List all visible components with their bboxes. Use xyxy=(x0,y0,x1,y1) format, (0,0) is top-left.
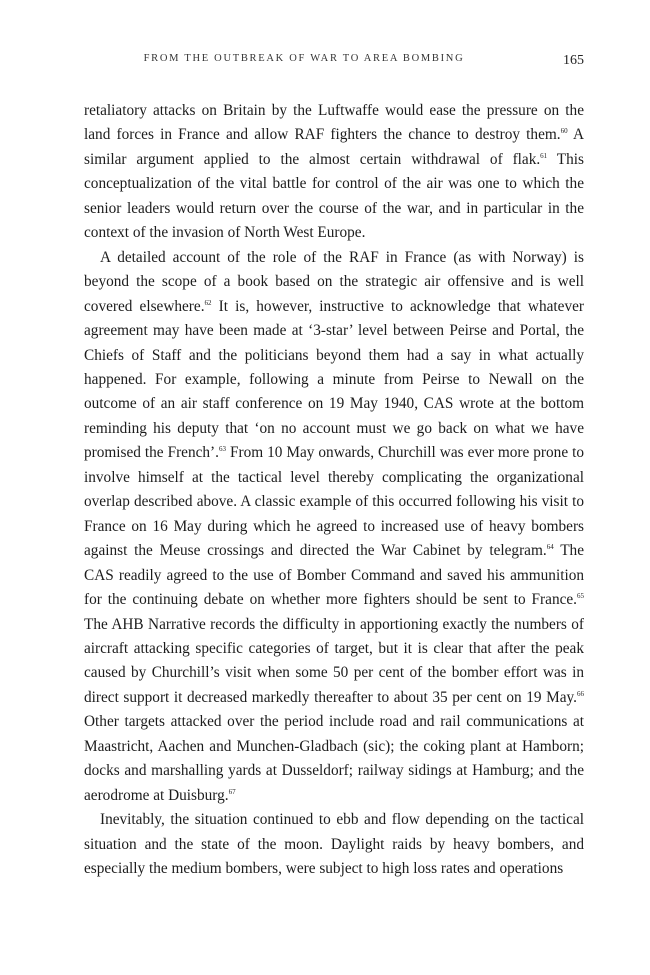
text-segment: The CAS readily agreed to the use of Bomber Command and saved his ammunition for the continuing debate on whether more fighters should be sent to France. xyxy=(84,542,584,609)
page-number: 165 xyxy=(563,53,584,68)
text-segment: retaliatory attacks on Britain by the Luftwaffe would ease the pressure on the land forces in France and allow RAF fighters the chance to destroy them. xyxy=(84,102,584,144)
text-segment: Other targets attacked over the period include road and rail communications at Maastricht, Aachen and Munchen-Gladbach (sic); the coking plant at Hamborn; docks and marshalling yards at Dusseldorf; railway sidings at Hamburg; and the aerodrome at Duisburg. xyxy=(84,713,584,804)
text-segment: A similar argument applied to the almost certain withdrawal of flak. xyxy=(84,126,584,168)
text-segment: It is, however, instructive to acknowledge that whatever agreement may have been made at ‘3-star’ level between Peirse and Portal, the Chiefs of Staff and the politicians beyond them had a say in what actually happened. For example, following a minute from Peirse to Newall on the outcome of an air staff conference on 19 May 1940, CAS wrote at the bottom reminding his deputy that ‘on no account must we go back on what we have promised the French’. xyxy=(84,297,584,462)
footnote-ref: 67 xyxy=(228,787,236,796)
paragraph xyxy=(84,246,584,808)
footnote-ref: 60 xyxy=(560,127,568,136)
paragraph xyxy=(84,808,584,881)
body-text xyxy=(84,99,584,882)
text-segment: From 10 May onwards, Churchill was ever more prone to involve himself at the tactical level thereby complicating the organizational overlap described above. A classic example of this occurred following his visit to France on 16 May during which he agreed to increased use of heavy bombers against the Meuse crossings and directed the War Cabinet by telegram. xyxy=(84,444,584,560)
footnote-ref: 64 xyxy=(546,543,554,552)
text-segment: A detailed account of the role of the RAF in France (as with Norway) is beyond the scope of a book based on the strategic air offensive and is well covered elsewhere. xyxy=(84,248,584,315)
footnote-ref: 62 xyxy=(204,298,212,307)
running-title: FROM THE OUTBREAK OF WAR TO AREA BOMBING xyxy=(143,53,465,64)
paragraph xyxy=(84,99,584,246)
footnote-ref: 66 xyxy=(577,689,584,698)
footnote-ref: 61 xyxy=(540,151,548,160)
running-header xyxy=(84,53,584,71)
text-segment: This conceptualization of the vital battle for control of the air was one to which the senior leaders would return over the course of the war, and in particular in the context of the invasion of North West Europe. xyxy=(84,150,584,242)
footnote-ref: 63 xyxy=(218,445,226,454)
text-segment: Inevitably, the situation continued to ebb and flow depending on the tactical situation and the state of the moon. Daylight raids by heavy bombers, and especially the medium bombers, were subject to high loss rates and operations xyxy=(84,811,584,878)
text-segment: The AHB Narrative records the difficulty in apportioning exactly the numbers of aircraft attacking specific categories of target, but it is clear that after the peak caused by Churchill’s visit when some 50 per cent of the bomber effort was in direct support it decreased markedly thereafter to about 35 per cent on 19 May. xyxy=(84,615,584,706)
footnote-ref: 65 xyxy=(577,592,584,601)
